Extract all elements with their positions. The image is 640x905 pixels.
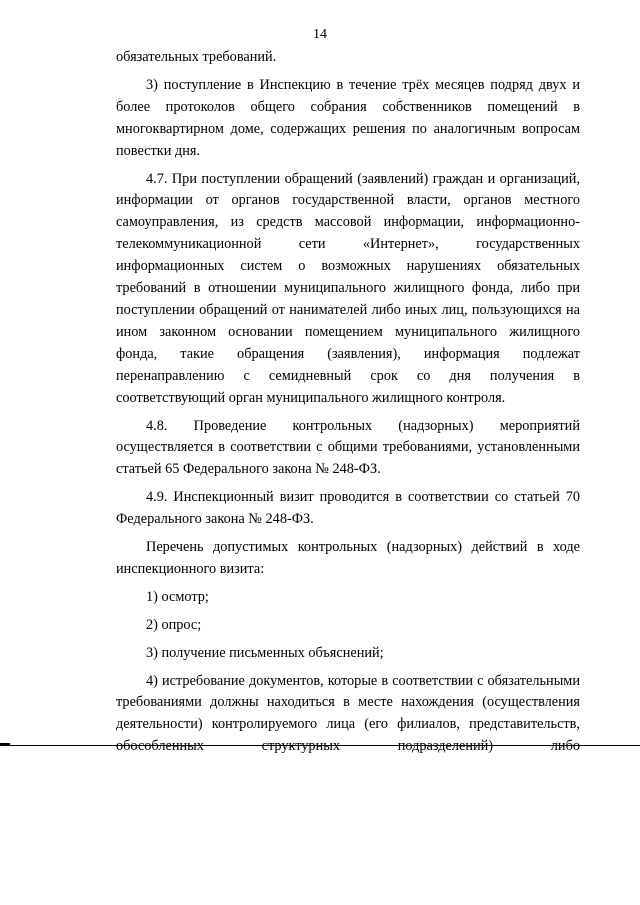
- paragraph: 4.7. При поступлении обращений (заявлений) граждан и организаций, информации от органов государственной власти, органов местного самоуправления, из средств массовой информации, информационно-телекоммуникационной сети «Интернет», государственных информационных систем о возможных нарушениях обязательных требований в отношении муниципального жилищного фонда, либо при поступлении обращений от нанимателей либо иных лиц, пользующихся на ином законном основании помещением муниципального жилищного фонда, такие обращения (заявления), информация подлежат перенаправлению с семидневный срок со дня получения в соответствующий орган муниципального жилищного контроля.: [116, 170, 580, 406]
- document-body: [116, 47, 580, 758]
- list-item: 2) опрос;: [146, 616, 202, 633]
- page-divider-line: [0, 745, 640, 746]
- paragraph: 4.8. Проведение контрольных (надзорных) мероприятий осуществляется в соответствии с общими требованиями, установленными статьей 65 Федерального закона № 248-ФЗ.: [116, 417, 580, 478]
- list-item: 1) осмотр;: [146, 588, 209, 605]
- page-divider-mark: [0, 743, 10, 745]
- page-number: 14: [313, 27, 327, 42]
- paragraph: 3) поступление в Инспекцию в течение трёх месяцев подряд двух и более протоколов общего собрания собственников помещений в многоквартирном доме, содержащих решения по аналогичным вопросам повестки дня.: [116, 76, 580, 159]
- list-item: 3) получение письменных объяснений;: [146, 644, 384, 661]
- paragraph: Перечень допустимых контрольных (надзорных) действий в ходе инспекционного визита:: [116, 539, 580, 577]
- list-item: 4) истребование документов, которые в соответствии с обязательными требованиями должны находиться в месте нахождения (осуществления деятельности) контролируемого лица (его филиалов, представительств, обособленных структурных подразделений) либо: [116, 672, 580, 755]
- paragraph: обязательных требований.: [116, 49, 277, 65]
- paragraph: 4.9. Инспекционный визит проводится в соответствии со статьей 70 Федерального закона № 248-ФЗ.: [116, 489, 580, 528]
